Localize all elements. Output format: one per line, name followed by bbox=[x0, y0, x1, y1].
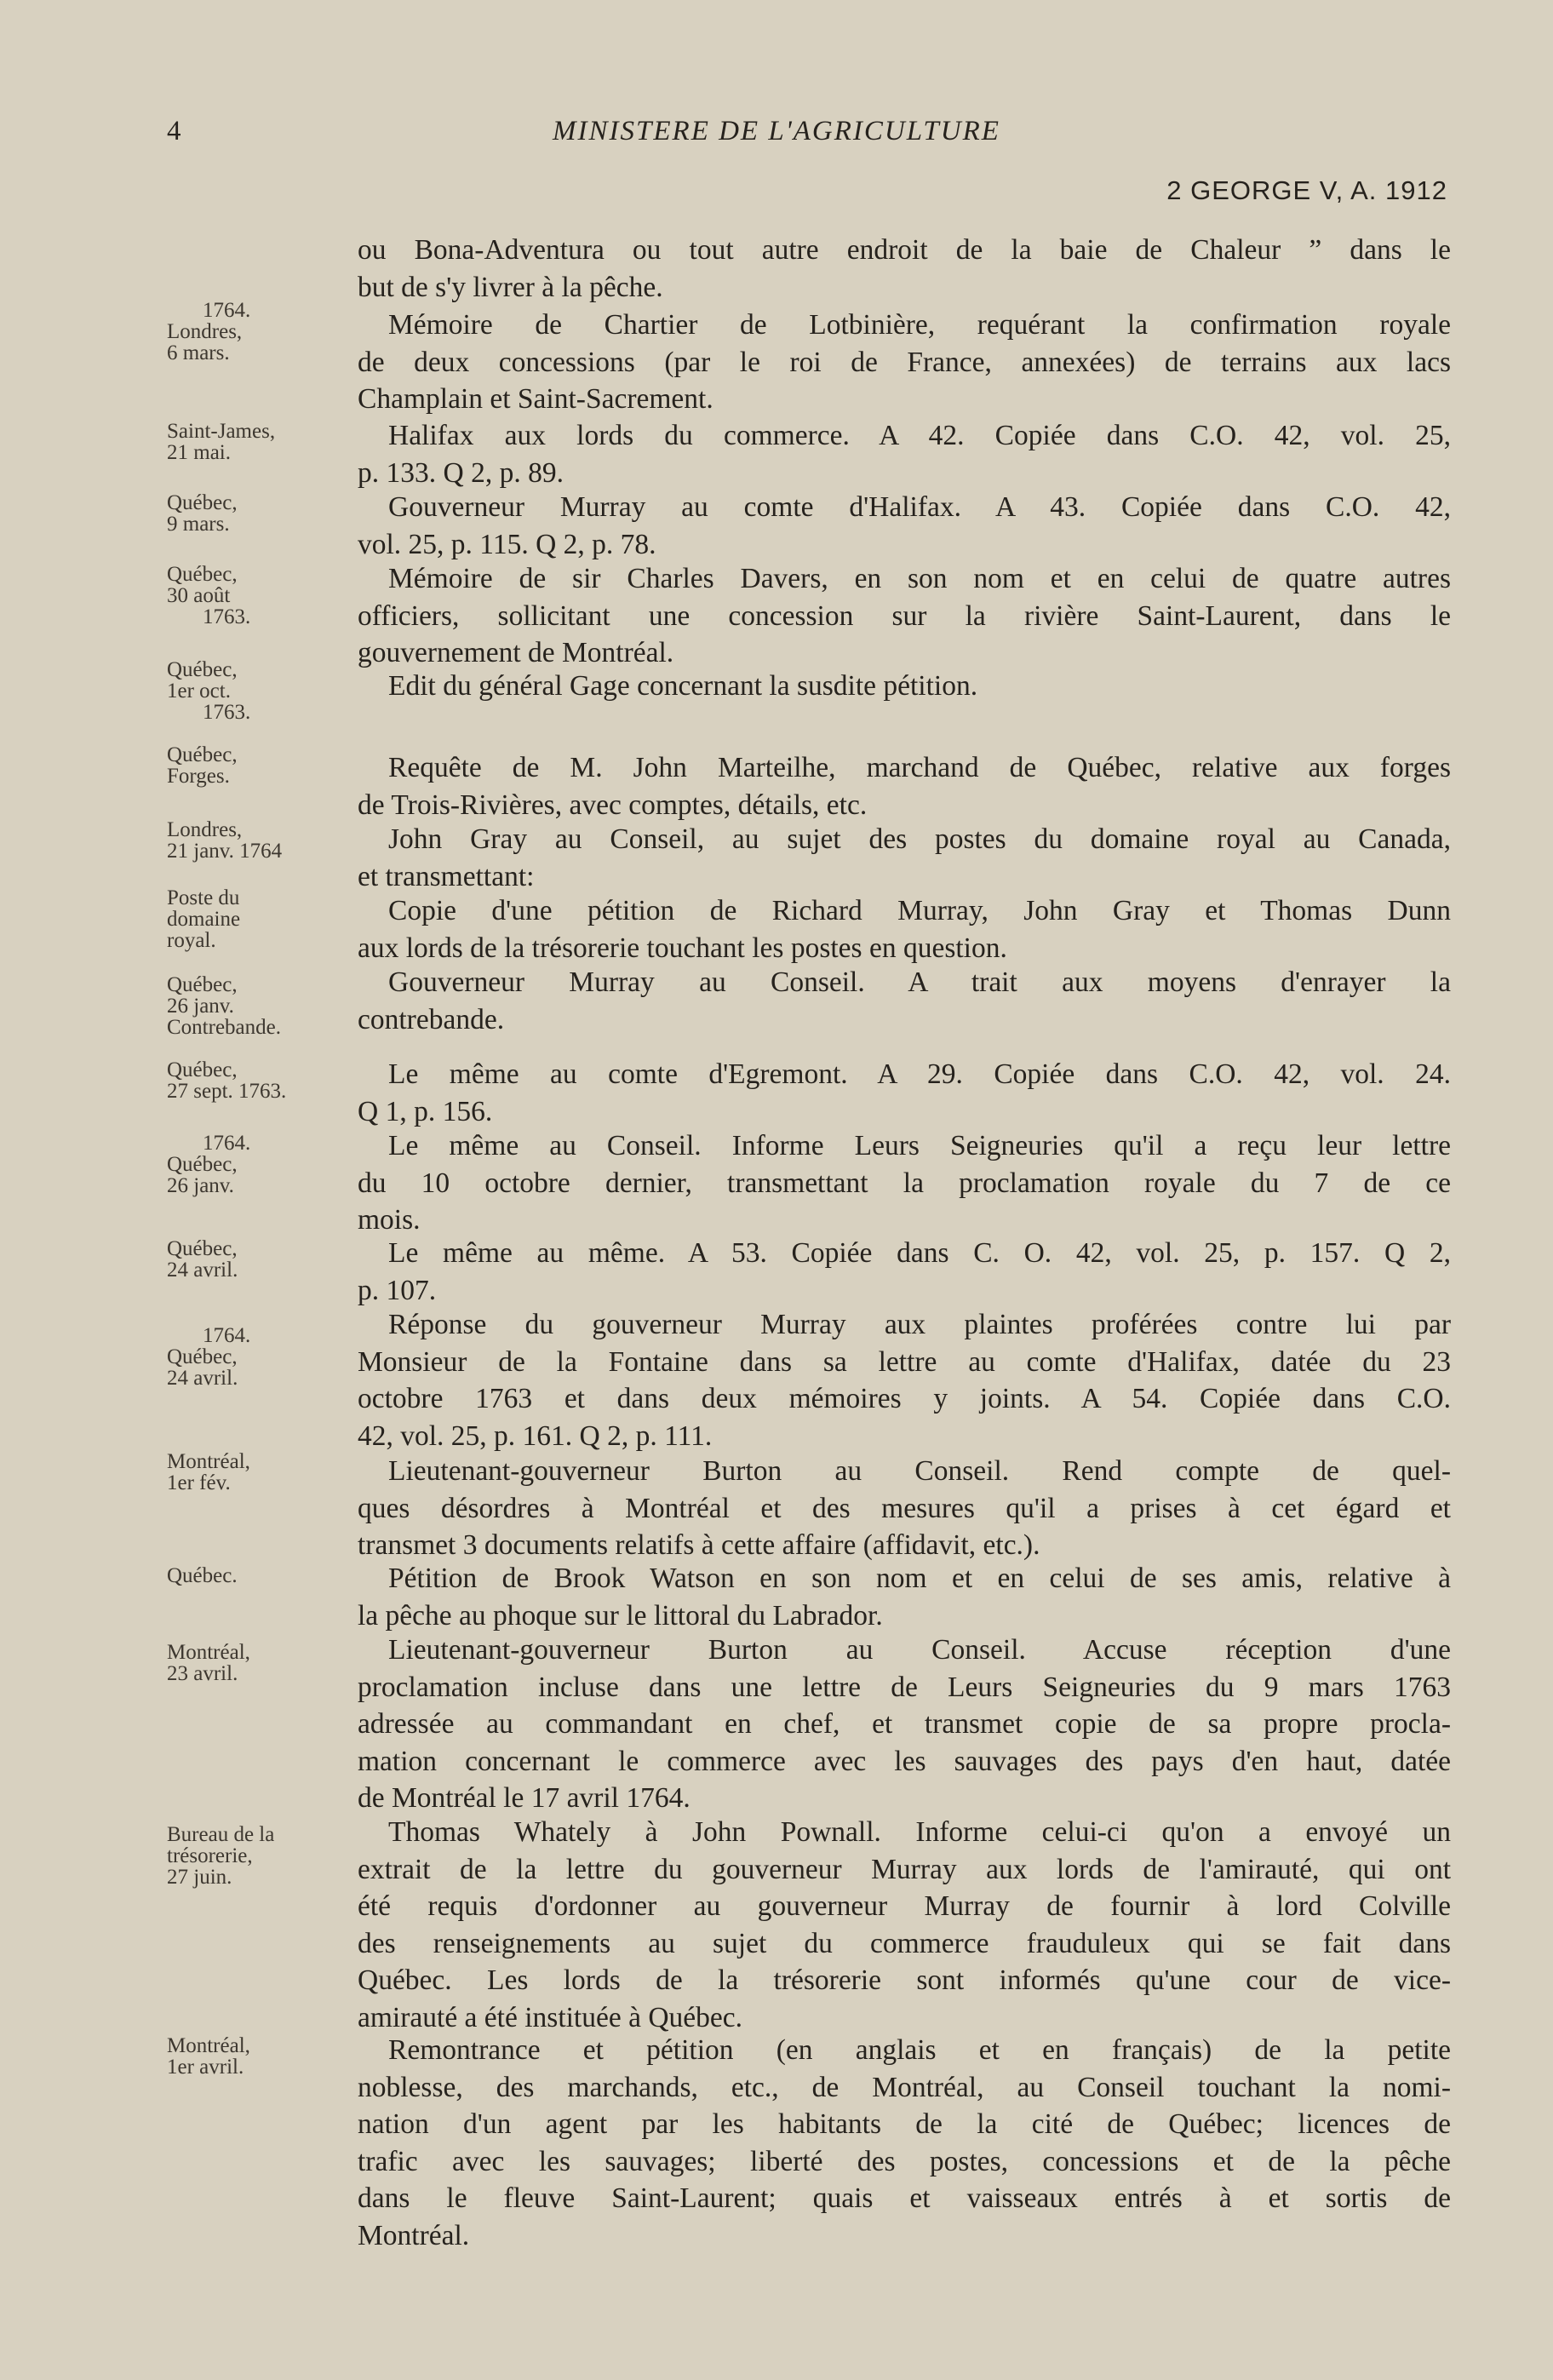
margin-note-line: 1764. bbox=[203, 1132, 251, 1155]
margin-note bbox=[167, 421, 337, 463]
entry-line: Pétition de Brook Watson en son nom et en celui de ses amis, relative à bbox=[388, 1563, 1451, 1594]
entry-line: Remontrance et pétition (en anglais et en français) de la petite bbox=[388, 2034, 1451, 2066]
entry-paragraph bbox=[358, 1814, 1451, 2036]
margin-note bbox=[167, 2035, 337, 2078]
margin-note-line: Québec, bbox=[167, 1237, 238, 1260]
entry-line: extrait de la lettre du gouverneur Murray aux lords de l'amirauté, qui ont bbox=[358, 1853, 1451, 1885]
margin-note-line: 1764. bbox=[203, 299, 251, 322]
entry-line: Gouverneur Murray au Conseil. A trait aux moyens d'enrayer la bbox=[388, 966, 1451, 998]
entry-line: la pêche au phoque sur le littoral du Labrador. bbox=[358, 1599, 883, 1632]
entry-line: de Montréal le 17 avril 1764. bbox=[358, 1782, 691, 1814]
entry-line: Requête de M. John Marteilhe, marchand de Québec, relative aux forges bbox=[388, 752, 1451, 783]
entry-paragraph bbox=[358, 1056, 1451, 1130]
margin-note bbox=[167, 744, 337, 787]
entry-line: Québec. Les lords de la trésorerie sont informés qu'une cour de vice- bbox=[358, 1964, 1451, 1996]
margin-note-line: 23 avril. bbox=[167, 1662, 238, 1685]
margin-note-line: 1er avril. bbox=[167, 2056, 244, 2079]
entry-paragraph bbox=[358, 1306, 1451, 1454]
entry-paragraph bbox=[358, 821, 1451, 895]
margin-note-line: royal. bbox=[167, 929, 216, 952]
margin-note-line: 1763. bbox=[203, 701, 251, 724]
margin-note bbox=[167, 1238, 337, 1281]
entry-line: adressée au commandant en chef, et transmet copie de sa propre procla- bbox=[358, 1708, 1451, 1740]
margin-note bbox=[167, 564, 337, 628]
entry-line: et transmettant: bbox=[358, 860, 535, 892]
margin-note-line: 24 avril. bbox=[167, 1367, 238, 1390]
entry-line: Thomas Whately à John Pownall. Informe celui-ci qu'on a envoyé un bbox=[388, 1816, 1451, 1848]
margin-note-line: 9 mars. bbox=[167, 513, 230, 536]
entry-line: p. 107. bbox=[358, 1274, 437, 1306]
entry-line: Le même au comte d'Egremont. A 29. Copiée dans C.O. 42, vol. 24. bbox=[388, 1058, 1451, 1090]
margin-note-line: Contrebande. bbox=[167, 1016, 281, 1039]
entry-line: Q 1, p. 156. bbox=[358, 1095, 493, 1127]
entry-line: Le même au Conseil. Informe Leurs Seigneuries qu'il a reçu leur lettre bbox=[388, 1130, 1451, 1161]
entry-line: contrebande. bbox=[358, 1003, 505, 1035]
margin-note-line: 21 janv. 1764 bbox=[167, 840, 283, 863]
margin-note-line: Québec. bbox=[167, 1564, 238, 1587]
margin-note-line: trésorerie, bbox=[167, 1844, 253, 1867]
margin-note-line: 1764. bbox=[203, 1324, 251, 1347]
entry-line: Montréal. bbox=[358, 2219, 470, 2251]
entry-line: Gouverneur Murray au comte d'Halifax. A 43. Copiée dans C.O. 42, bbox=[388, 491, 1451, 523]
margin-note-line: Montréal, bbox=[167, 1450, 250, 1473]
entry-line: p. 133. Q 2, p. 89. bbox=[358, 456, 564, 489]
entry-line: Champlain et Saint-Sacrement. bbox=[358, 383, 713, 415]
entry-line: officiers, sollicitant une concession sur la rivière Saint-Laurent, dans le bbox=[358, 599, 1451, 632]
margin-note bbox=[167, 1451, 337, 1494]
entry-line: du 10 octobre dernier, transmettant la proclamation royale du 7 de ce bbox=[358, 1167, 1451, 1199]
entry-line: Monsieur de la Fontaine dans sa lettre au comte d'Halifax, datée du 23 bbox=[358, 1345, 1451, 1378]
entry-line: gouvernement de Montréal. bbox=[358, 637, 674, 668]
margin-note bbox=[167, 1133, 337, 1196]
running-head: MINISTERE DE L'AGRICULTURE bbox=[553, 116, 1000, 146]
entry-line: Copie d'une pétition de Richard Murray, John Gray et Thomas Dunn bbox=[388, 895, 1451, 926]
margin-note bbox=[167, 974, 337, 1038]
entry-line: transmet 3 documents relatifs à cette affaire (affidavit, etc.). bbox=[358, 1529, 1040, 1561]
margin-note bbox=[167, 300, 337, 364]
margin-note-line: domaine bbox=[167, 908, 241, 931]
entry-line: proclamation incluse dans une lettre de Leurs Seigneuries du 9 mars 1763 bbox=[358, 1671, 1451, 1703]
session-line: 2 GEORGE V, A. 1912 bbox=[1166, 175, 1447, 205]
margin-note bbox=[167, 887, 337, 951]
entry-paragraph bbox=[358, 1127, 1451, 1239]
margin-note-line: 1er fév. bbox=[167, 1471, 231, 1494]
entry-paragraph bbox=[358, 892, 1451, 966]
margin-note-line: Poste du bbox=[167, 886, 240, 909]
margin-note-line: 1763. bbox=[203, 605, 251, 628]
page-number: 4 bbox=[167, 116, 181, 146]
entry-line: Edit du général Gage concernant la susdite pétition. bbox=[388, 670, 978, 702]
margin-note-line: Saint-James, bbox=[167, 420, 276, 443]
entry-paragraph bbox=[358, 668, 1451, 705]
margin-note-line: Forges. bbox=[167, 765, 230, 788]
entry-paragraph bbox=[358, 2032, 1451, 2254]
entry-paragraph bbox=[358, 1235, 1451, 1309]
entry-line: de deux concessions (par le roi de France, annexées) de terrains aux lacs bbox=[358, 346, 1451, 378]
entry-line: mois. bbox=[358, 1204, 421, 1236]
margin-note-line: 30 août bbox=[167, 584, 231, 607]
margin-note-line: Québec, bbox=[167, 1058, 238, 1081]
margin-note-line: 21 mai. bbox=[167, 441, 231, 464]
entry-line: amirauté a été instituée à Québec. bbox=[358, 2001, 743, 2033]
entry-line: Mémoire de Chartier de Lotbinière, requérant la confirmation royale bbox=[388, 309, 1451, 341]
entry-paragraph bbox=[358, 1632, 1451, 1817]
margin-note-line: Québec, bbox=[167, 491, 238, 514]
entry-line: de Trois-Rivières, avec comptes, détails, etc. bbox=[358, 789, 868, 821]
entry-line: ou Bona-Adventura ou tout autre endroit de la baie de Chaleur ” dans le bbox=[358, 234, 1451, 266]
entry-line: Réponse du gouverneur Murray aux plaintes proférées contre lui par bbox=[388, 1309, 1451, 1340]
margin-note bbox=[167, 1824, 337, 1888]
margin-note-line: 6 mars. bbox=[167, 341, 230, 364]
entry-line: 42, vol. 25, p. 161. Q 2, p. 111. bbox=[358, 1419, 713, 1452]
margin-note-line: Québec, bbox=[167, 1345, 238, 1368]
margin-note-line: Montréal, bbox=[167, 1641, 250, 1664]
margin-note-line: 27 sept. 1763. bbox=[167, 1080, 287, 1103]
entry-line: été requis d'ordonner au gouverneur Murray de fournir à lord Colville bbox=[358, 1890, 1451, 1922]
entry-line: trafic avec les sauvages; liberté des postes, concessions et de la pêche bbox=[358, 2145, 1451, 2177]
margin-note-line: Québec, bbox=[167, 743, 238, 766]
margin-note bbox=[167, 659, 337, 723]
entry-paragraph bbox=[358, 1560, 1451, 1634]
entry-line: mation concernant le commerce avec les sauvages des pays d'en haut, datée bbox=[358, 1745, 1451, 1777]
entry-line: vol. 25, p. 115. Q 2, p. 78. bbox=[358, 528, 656, 560]
entry-line: Halifax aux lords du commerce. A 42. Copiée dans C.O. 42, vol. 25, bbox=[388, 420, 1451, 451]
entry-paragraph bbox=[358, 1453, 1451, 1564]
margin-note bbox=[167, 1565, 337, 1586]
margin-note-line: Londres, bbox=[167, 818, 243, 841]
entry-line: noblesse, des marchands, etc., de Montréal, au Conseil touchant la nomi- bbox=[358, 2071, 1451, 2103]
entry-line: Mémoire de sir Charles Davers, en son nom et en celui de quatre autres bbox=[388, 563, 1451, 594]
margin-note-line: Québec, bbox=[167, 1153, 238, 1176]
entry-paragraph bbox=[358, 749, 1451, 823]
margin-note bbox=[167, 819, 337, 862]
entry-line: ques désordres à Montréal et des mesures qu'il a prises à cet égard et bbox=[358, 1492, 1451, 1524]
margin-note-line: Montréal, bbox=[167, 2034, 250, 2057]
entry-line: Le même au même. A 53. Copiée dans C. O. 42, vol. 25, p. 157. Q 2, bbox=[388, 1237, 1451, 1269]
entry-line: John Gray au Conseil, au sujet des postes du domaine royal au Canada, bbox=[388, 823, 1451, 855]
entry-paragraph bbox=[358, 232, 1451, 306]
margin-note bbox=[167, 1325, 337, 1389]
entry-paragraph bbox=[358, 964, 1451, 1038]
entry-line: aux lords de la trésorerie touchant les postes en question. bbox=[358, 932, 1007, 964]
margin-note-line: 26 janv. bbox=[167, 1174, 234, 1197]
margin-note-line: Londres, bbox=[167, 320, 243, 343]
entry-line: dans le fleuve Saint-Laurent; quais et vaisseaux entrés à et sortis de bbox=[358, 2182, 1451, 2214]
entry-line: octobre 1763 et dans deux mémoires y joints. A 54. Copiée dans C.O. bbox=[358, 1383, 1451, 1414]
margin-note-line: Bureau de la bbox=[167, 1823, 275, 1846]
entry-line: des renseignements au sujet du commerce frauduleux qui se fait dans bbox=[358, 1927, 1451, 1959]
margin-note-line: 26 janv. bbox=[167, 995, 234, 1018]
margin-note-line: Québec, bbox=[167, 658, 238, 681]
entry-paragraph bbox=[358, 307, 1451, 418]
entry-line: Lieutenant-gouverneur Burton au Conseil. Rend compte de quel- bbox=[388, 1455, 1451, 1487]
margin-note-line: Québec, bbox=[167, 563, 238, 586]
margin-note-line: 24 avril. bbox=[167, 1259, 238, 1282]
margin-note bbox=[167, 1059, 337, 1102]
margin-note bbox=[167, 1642, 337, 1684]
margin-note-line: 1er oct. bbox=[167, 680, 231, 703]
entry-line: nation d'un agent par les habitants de la cité de Québec; licences de bbox=[358, 2108, 1451, 2140]
entry-paragraph bbox=[358, 417, 1451, 491]
entry-paragraph bbox=[358, 489, 1451, 563]
entry-paragraph bbox=[358, 560, 1451, 672]
entry-line: but de s'y livrer à la pêche. bbox=[358, 271, 663, 303]
margin-note-line: 27 juin. bbox=[167, 1866, 232, 1889]
entry-line: Lieutenant-gouverneur Burton au Conseil. Accuse réception d'une bbox=[388, 1634, 1451, 1666]
margin-note bbox=[167, 492, 337, 535]
margin-note-line: Québec, bbox=[167, 973, 238, 996]
